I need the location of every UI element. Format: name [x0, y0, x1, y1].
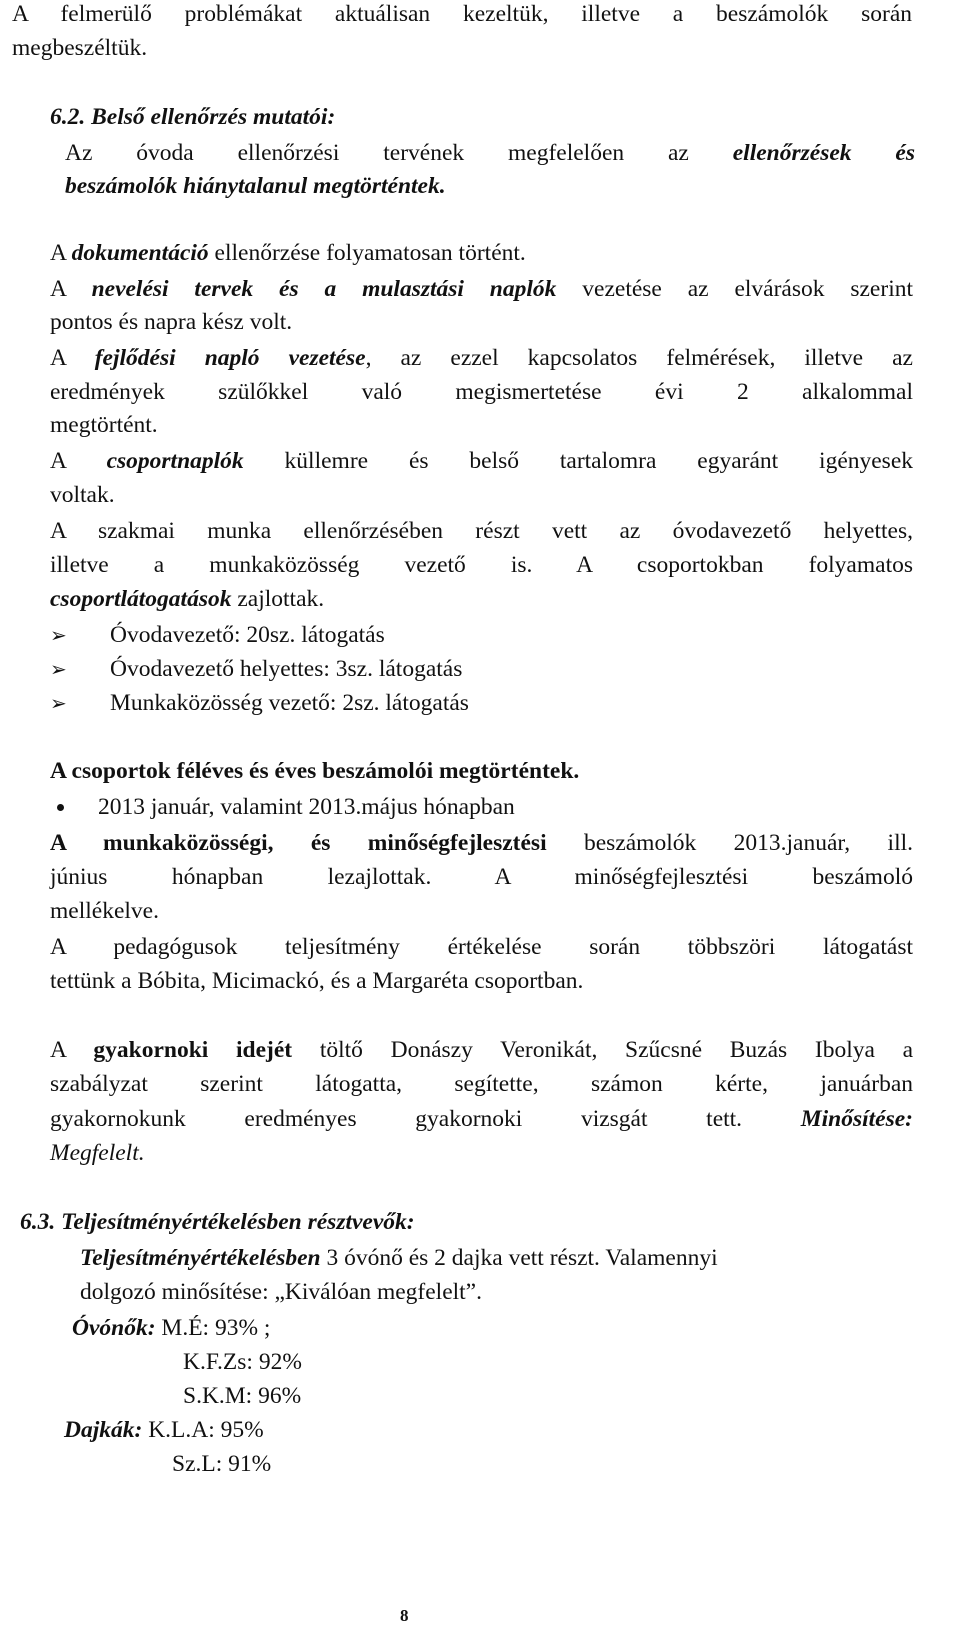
- szakmai-line-1: A szakmai munka ellenőrzésében részt vett az óvodavezető helyettes,: [50, 518, 913, 544]
- text: töltő Donászy Veronikát, Szűcsné Buzás Ibolya a: [319, 1037, 914, 1063]
- score: K.L.A: 95%: [148, 1417, 264, 1443]
- intro-line-2: megbeszéltük.: [12, 35, 148, 61]
- s62-line-2: beszámolók hiánytalanul megtörténtek.: [65, 173, 446, 199]
- nevelesi-line-1: [50, 274, 913, 304]
- intro-line-1: A felmerülő problémákat aktuálisan kezeltük, illetve a beszámolók során: [12, 1, 912, 27]
- text: gyakornokunk eredményes gyakornoki vizsgát tett.: [50, 1106, 743, 1132]
- csoportnaplok-line-2: voltak.: [50, 482, 115, 508]
- text: A: [50, 276, 66, 302]
- visit-item: Óvodavezető: 20sz. látogatás: [110, 622, 385, 648]
- beszamolok-bullet: 2013 január, valamint 2013.május hónapban: [98, 794, 515, 820]
- fejlodesi-line-1: [50, 343, 913, 373]
- section-6-2-heading: 6.2. Belső ellenőrzés mutatói:: [50, 104, 336, 130]
- text: A: [50, 345, 66, 371]
- pedagogusok-line-2: tettünk a Bóbita, Micimackó, és a Margaréta csoportban.: [50, 968, 584, 994]
- ovonok-score: K.F.Zs: 92%: [183, 1349, 302, 1375]
- text: küllemre és belső tartalomra egyaránt igényesek: [284, 448, 914, 474]
- text: beszámolók 2013.január, ill.: [584, 830, 913, 856]
- gyakornoki-line-2: szabályzat szerint látogatta, segítette, számon kérte, januárban: [50, 1071, 913, 1097]
- emphasis: Teljesítményértékelésben: [80, 1245, 321, 1271]
- s63-line-1: [80, 1243, 718, 1273]
- nevelesi-line-2: pontos és napra kész volt.: [50, 309, 293, 335]
- score: M.É: 93% ;: [161, 1315, 271, 1341]
- emphasis: csoportnaplók: [106, 448, 244, 474]
- gyakornoki-line-1: [50, 1035, 913, 1065]
- arrow-bullet-icon: ➢: [50, 623, 67, 647]
- round-bullet-icon: [57, 804, 64, 811]
- gyakornoki-line-4: Megfelelt.: [50, 1140, 145, 1166]
- page-number: 8: [400, 1606, 409, 1625]
- munkakozossegi-line-1: [50, 828, 913, 858]
- dajkak-line: [64, 1415, 264, 1445]
- emphasis: nevelési tervek és a mulasztási naplók: [91, 276, 557, 302]
- s62-text: Az óvoda ellenőrzési tervének megfelelően az: [65, 140, 689, 166]
- documentation-line: [50, 238, 526, 268]
- arrow-bullet-icon: ➢: [50, 657, 67, 681]
- munkakozossegi-line-2: június hónapban lezajlottak. A minőségfejlesztési beszámoló: [50, 864, 913, 890]
- ovonok-score: S.K.M: 96%: [183, 1383, 302, 1409]
- s63-line-2: dolgozó minősítése: „Kiválóan megfelelt”.: [80, 1279, 482, 1305]
- text: A: [50, 448, 66, 474]
- visit-item: Óvodavezető helyettes: 3sz. látogatás: [110, 656, 463, 682]
- bold-text: A munkaközösségi, és minőségfejlesztési: [50, 830, 547, 856]
- emphasis: fejlődési napló vezetése: [94, 345, 366, 371]
- s62-emphasis: ellenőrzések és: [732, 140, 915, 166]
- text: zajlottak.: [237, 586, 325, 612]
- fejlodesi-line-3: megtörtént.: [50, 412, 158, 438]
- csoportnaplok-line-1: [50, 446, 913, 476]
- s62-line-1: [65, 138, 915, 168]
- bold-text: gyakornoki idejét: [93, 1037, 293, 1063]
- text: A: [50, 1037, 66, 1063]
- text: A: [50, 240, 66, 266]
- fejlodesi-line-2: eredmények szülőkkel való megismertetése évi 2 alkalommal: [50, 379, 913, 405]
- emphasis: Minősítése:: [800, 1106, 913, 1132]
- text: ellenőrzése folyamatosan történt.: [214, 240, 526, 266]
- beszamolok-heading: A csoportok féléves és éves beszámolói megtörténtek.: [50, 758, 580, 784]
- label: Óvónők:: [72, 1315, 156, 1341]
- emphasis: csoportlátogatások: [50, 586, 232, 612]
- pedagogusok-line-1: A pedagógusok teljesítmény értékelése során többszöri látogatást: [50, 934, 913, 960]
- arrow-bullet-icon: ➢: [50, 691, 67, 715]
- visit-item: Munkaközösség vezető: 2sz. látogatás: [110, 690, 469, 716]
- ovonok-line: [72, 1313, 270, 1343]
- text: , az ezzel kapcsolatos felmérések, illetve az: [365, 345, 913, 371]
- szakmai-line-2: illetve a munkaközösség vezető is. A csoportokban folyamatos: [50, 552, 913, 578]
- emphasis: dokumentáció: [71, 240, 209, 266]
- text: 3 óvónő és 2 dajka vett részt. Valamennyi: [326, 1245, 718, 1271]
- dajkak-score: Sz.L: 91%: [172, 1451, 272, 1477]
- szakmai-line-3: [50, 584, 324, 614]
- munkakozossegi-line-3: mellékelve.: [50, 898, 159, 924]
- label: Dajkák:: [64, 1417, 143, 1443]
- gyakornoki-line-3: [50, 1104, 913, 1134]
- section-6-3-heading: 6.3. Teljesítményértékelésben résztvevők:: [20, 1209, 415, 1235]
- text: vezetése az elvárások szerint: [582, 276, 914, 302]
